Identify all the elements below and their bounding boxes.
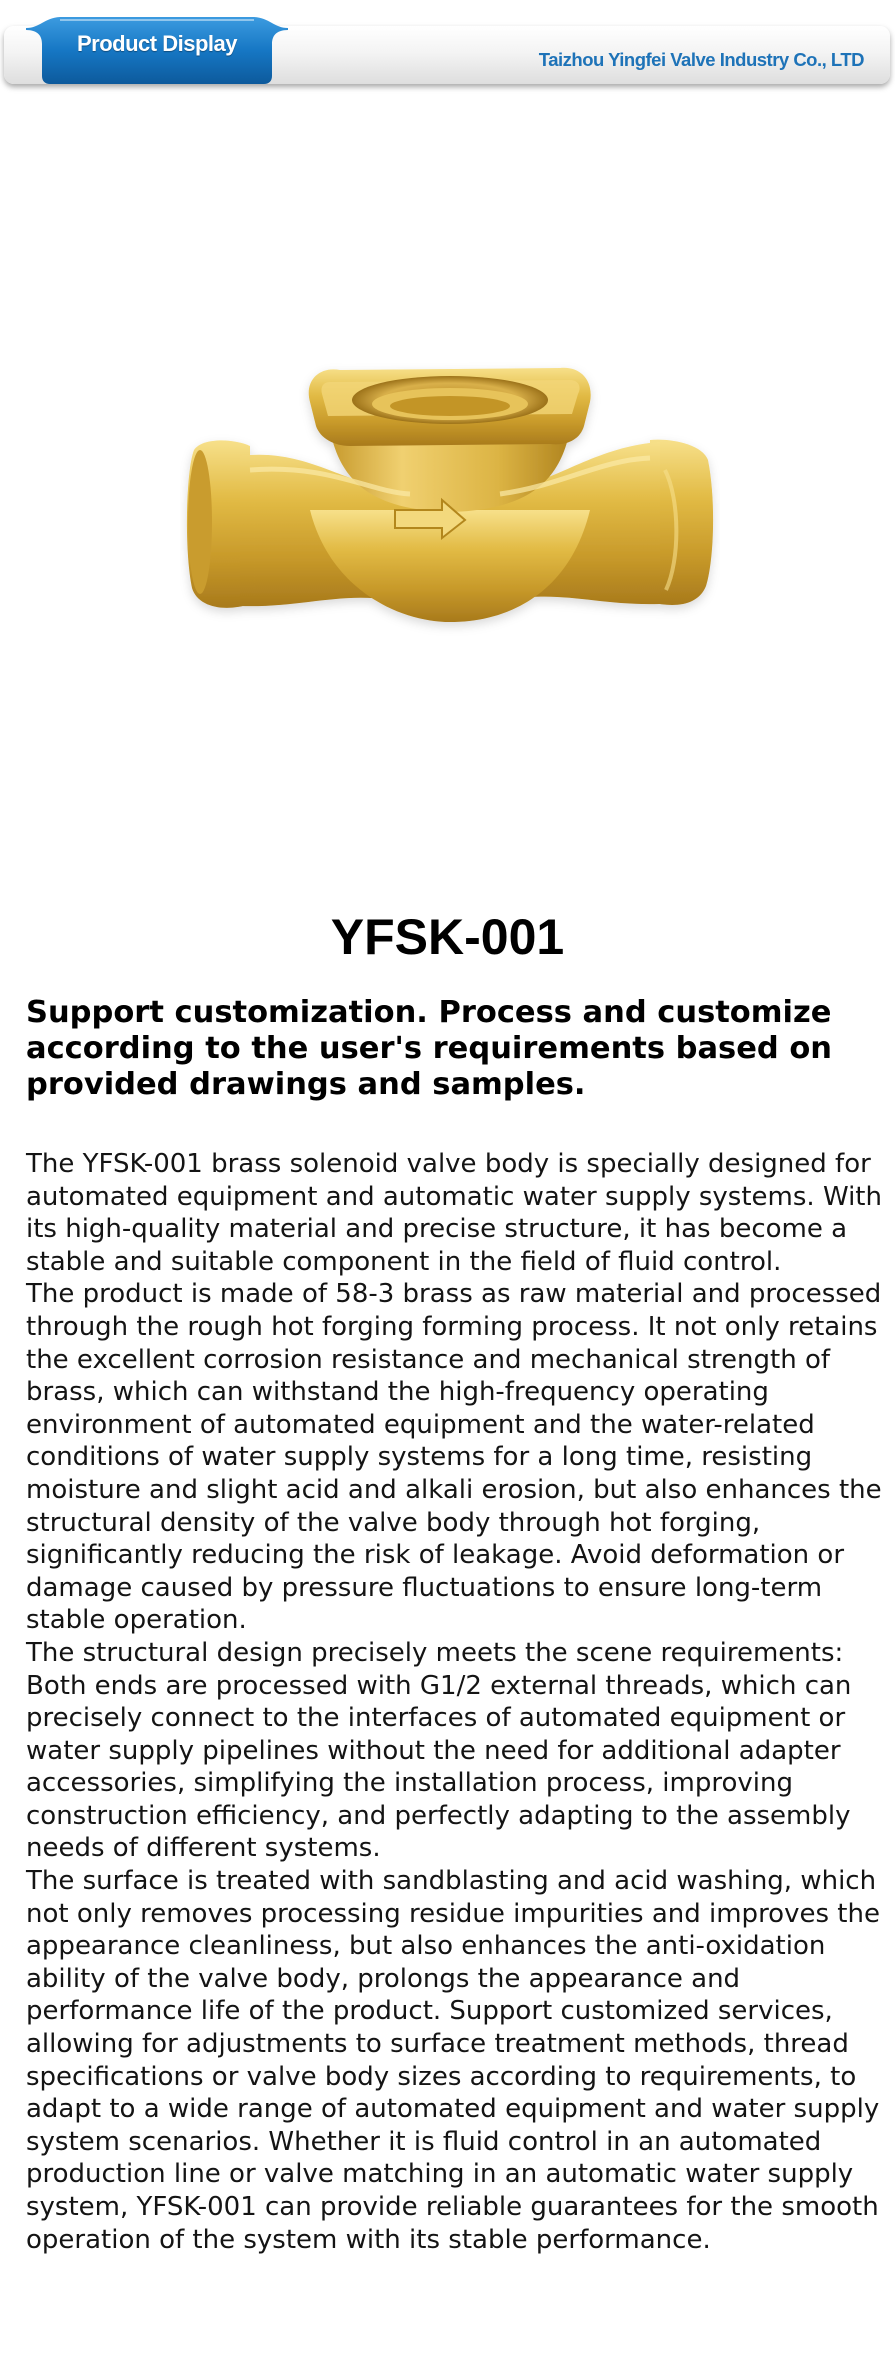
description-paragraph: The surface is treated with sandblasting and acid washing, which not only removes processing residue impurities and improves the appearance cleanliness, but also enhances the anti-oxidation ability of the valve body, prolongs the appearance and performance life of the product. Support customized services, allowing for adjustments to surface treatment methods, thread specifications or valve body sizes according to requirements, to adapt to a wide range of automated equipment and water supply system scenarios. Whether it is fluid control in an automated production line or valve matching in an automatic water supply system, YFSK-001 can provide reliable guarantees for the smooth operation of the system with its stable performance. (26, 1866, 880, 2255)
product-tagline: Support customization. Process and customize according to the user's requirements based on provided drawings and samples. (26, 995, 833, 1102)
description-paragraph: The YFSK-001 brass solenoid valve body is specially designed for automated equipment and automatic water supply systems. With its high-quality material and precise structure, it has become a stable and suitable component in the field of fluid control. (26, 1149, 882, 1277)
header-banner (4, 14, 890, 94)
brass-valve-body-icon (180, 360, 720, 680)
product-display-tab (26, 14, 288, 84)
description-paragraph: The product is made of 58-3 brass as raw material and processed through the rough hot forging forming process. It not only retains the excellent corrosion resistance and mechanical strength of brass, which can withstand the high-frequency operating environment of automated equipment and the water-related conditions of water supply systems for a long time, resisting moisture and slight acid and alkali erosion, but also enhances the structural density of the valve body through hot forging, significantly reducing the risk of leakage. Avoid deformation or damage caused by pressure fluctuations to ensure long-term stable operation. (26, 1279, 882, 1636)
product-image (180, 360, 720, 684)
tab-label: Product Display (77, 31, 237, 56)
product-model: YFSK-001 (330, 909, 565, 965)
product-description (26, 1148, 888, 2256)
company-name: Taizhou Yingfei Valve Industry Co., LTD (538, 49, 864, 70)
description-paragraph: The structural design precisely meets the scene requirements: Both ends are processed with G1/2 external threads, which can precisely connect to the interfaces of automated equipment or water supply pipelines without the need for additional adapter accessories, simplifying the installation process, improving construction efficiency, and perfectly adapting to the assembly needs of different systems. (26, 1637, 852, 1864)
